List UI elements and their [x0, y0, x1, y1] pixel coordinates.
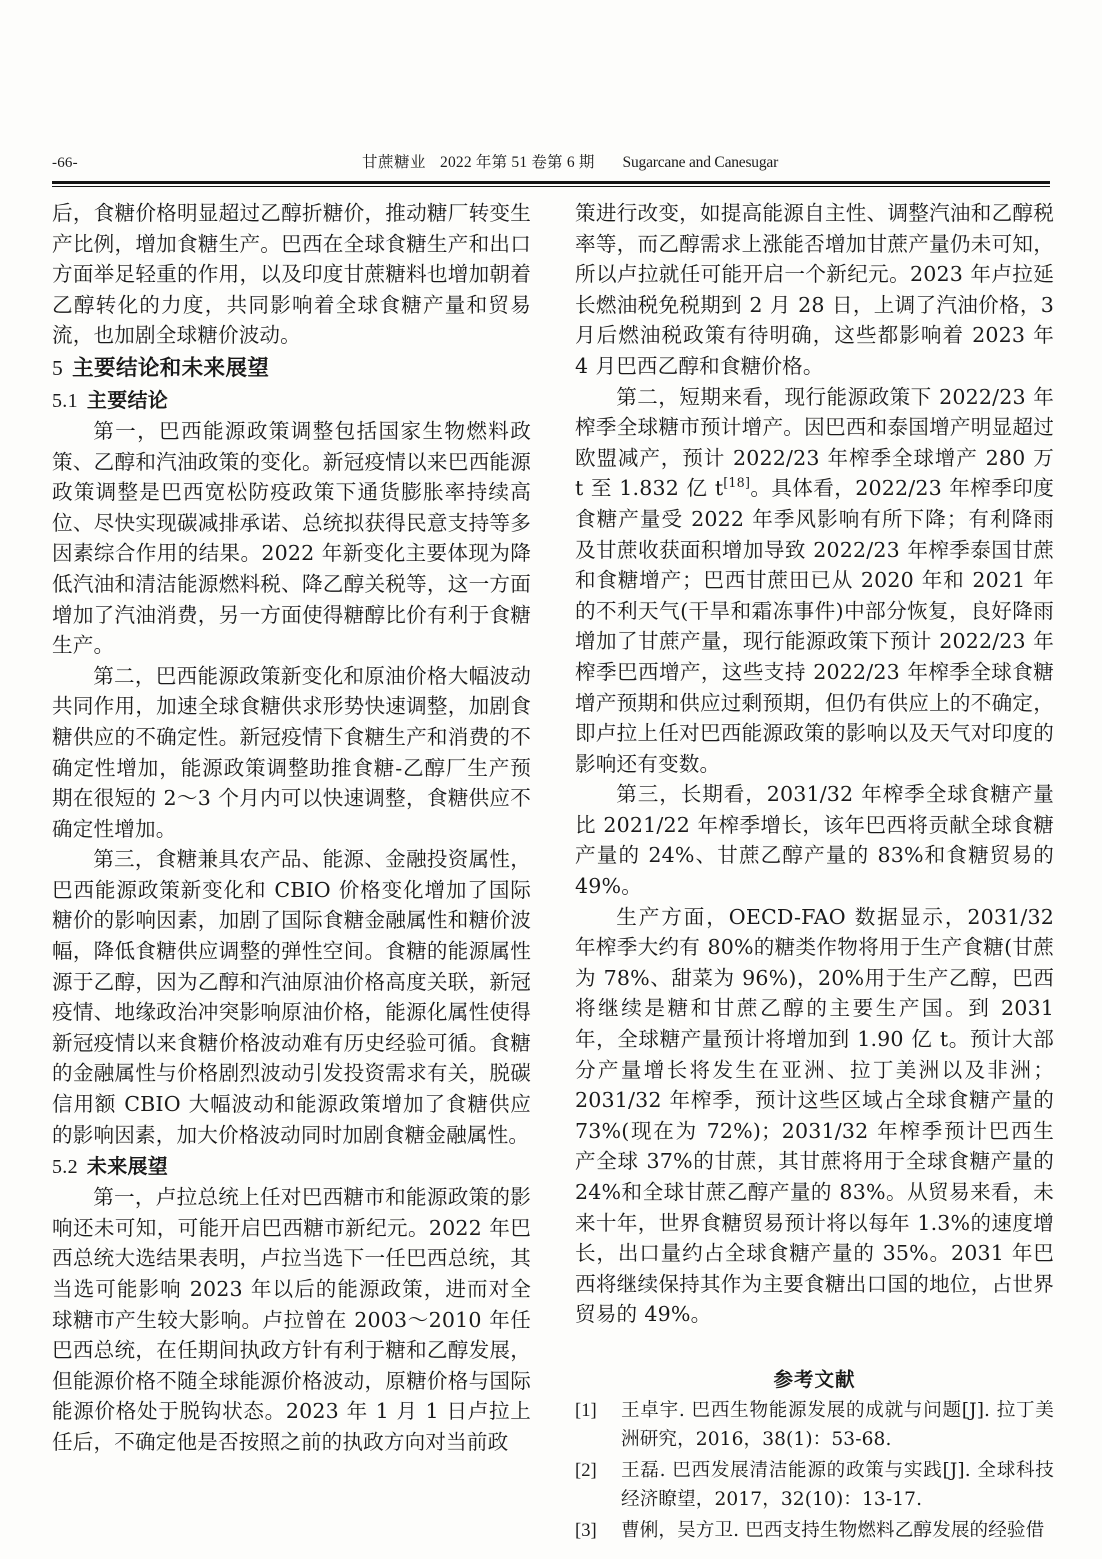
heading-section-5-number: 5 — [52, 355, 64, 380]
citation-ref-18: [18] — [723, 476, 751, 492]
heading-section-5-2-number: 5.2 — [52, 1156, 78, 1179]
reference-number: [3] — [575, 1519, 597, 1541]
reference-text: 王磊. 巴西发展清洁能源的政策与实践[J]. 全球科技经济瞭望，2017，32(10)：13-17. — [621, 1459, 1054, 1511]
heading-section-5-title: 主要结论和未来展望 — [72, 355, 270, 381]
left-column — [52, 198, 531, 1519]
heading-section-5-2 — [52, 1151, 531, 1182]
body-columns — [52, 198, 1054, 1541]
right-column — [575, 198, 1054, 1541]
heading-section-5-1-number: 5.1 — [52, 389, 78, 412]
reference-item — [575, 1456, 1054, 1515]
paragraph-continued-left: 后，食糖价格明显超过乙醇折糖价，推动糖厂转变生产比例，增加食糖生产。巴西在全球食糖生产和出口方面举足轻重的作用，以及印度甘蔗糖料也增加朝着乙醇转化的力度，共同影响着全球食糖产量和贸易流，也加剧全球糖价波动。 — [52, 201, 531, 348]
paragraph-outlook-2-part-b: 。具体看，2022/23 年榨季印度食糖产量受 2022 年季风影响有所下降；有利降雨及甘蔗收获面积增加导致 2022/23 年榨季泰国甘蔗和食糖增产；巴西甘蔗田已从 2020 年和 2021 年的不利天气(干旱和霜冻事件)中部分恢复，良好降雨增加了甘蔗产量，现行能源政策下预计 2022/23 年榨季巴西增产，这些支持 2022/23 年榨季全球食糖增产预期和供应过剩预期，但仍有供应上的不确定，即卢拉上任对巴西能源政策的影响以及天气对印度的影响还有变数。 — [575, 476, 1054, 776]
running-head-center — [172, 150, 1050, 172]
paragraph-outlook-1: 第一，卢拉总统上任对巴西糖市和能源政策的影响还未可知，可能开启巴西糖市新纪元。2022 年巴西总统大选结果表明，卢拉当选下一任巴西总统，其当选可能影响 2023 年以后的能源政策，进而对全球糖市产生较大影响。卢拉曾在 2003～2010 年任巴西总统，在任期间执政方针有利于糖和乙醇发展，但能源价格不随全球能源价格波动，原糖价格与国际能源价格处于脱钩状态。2023 年 1 月 1 日卢拉上任后，不确定他是否按照之前的执政方向对当前政 — [52, 1185, 531, 1454]
header-rule-thin — [52, 186, 1050, 187]
paragraph-conclusion-2: 第二，巴西能源政策新变化和原油价格大幅波动共同作用，加速全球食糖供求形势快速调整，加剧食糖供应的不确定性。新冠疫情下食糖生产和消费的不确定性增加，能源政策调整助推食糖-乙醇厂生产预期在很短的 2～3 个月内可以快速调整，食糖供应不确定性增加。 — [52, 663, 531, 841]
reference-number: [2] — [575, 1459, 597, 1481]
reference-item — [575, 1516, 1054, 1546]
references-heading: 参考文献 — [773, 1367, 856, 1391]
running-head — [52, 150, 1050, 176]
paragraph-conclusion-1: 第一，巴西能源政策调整包括国家生物燃料政策、乙醇和汽油政策的变化。新冠疫情以来巴西能源政策调整是巴西宽松防疫政策下通货膨胀率持续高位、尽快实现碳减排承诺、总统拟获得民意支持等多因素综合作用的结果。2022 年新变化主要体现为降低汽油和清洁能源燃料税、降乙醇关税等，这一方面增加了汽油消费，另一方面使得糖醇比价有利于食糖生产。 — [52, 418, 531, 658]
paragraph-conclusion-3: 第三，食糖兼具农产品、能源、金融投资属性，巴西能源政策新变化和 CBIO 价格变化增加了国际糖价的影响因素，加剧了国际食糖金融属性和糖价波幅，降低食糖供应调整的弹性空间。食糖的能源属性源于乙醇，因为乙醇和汽油原油价格高度关联，新冠疫情、地缘政治冲突影响原油价格，能源化属性使得新冠疫情以来食糖价格波动难有历史经验可循。食糖的金融属性与价格剧烈波动引发投资需求有关，脱碳信用额 CBIO 大幅波动和能源政策增加了食糖供应的影响因素，加大价格波动同时加剧食糖金融属性。 — [52, 847, 531, 1147]
paragraph-outlook-3: 第三，长期看，2031/32 年榨季全球食糖产量比 2021/22 年榨季增长，该年巴西将贡献全球食糖产量的 24%、甘蔗乙醇产量的 83%和食糖贸易的 49%。 — [575, 782, 1054, 899]
heading-section-5-2-title: 未来展望 — [86, 1154, 169, 1179]
heading-section-5-1 — [52, 385, 531, 416]
paragraph-outlook-2-part-a: 第二，短期来看，现行能源政策下 2022/23 年榨季全球糖市预计增产。因巴西和泰国增产明显超过欧盟减产，预计 2022/23 年榨季全球增产 280 万 t 至 1.832 亿 t — [575, 384, 1054, 501]
reference-item — [575, 1396, 1054, 1455]
heading-section-5-1-title: 主要结论 — [86, 387, 169, 412]
reference-text: 王卓宇. 巴西生物能源发展的成就与问题[J]. 拉丁美洲研究，2016，38(1)：53-68. — [621, 1399, 1054, 1451]
journal-title-cn: 甘蔗糖业 — [362, 153, 427, 171]
page-number: -66- — [52, 155, 78, 171]
journal-title-en: Sugarcane and Canesugar — [622, 154, 779, 171]
paragraph-outlook-2 — [575, 382, 1054, 780]
header-rule — [52, 181, 1050, 187]
reference-number: [1] — [575, 1399, 597, 1421]
heading-section-5 — [52, 353, 531, 384]
paragraph-outlook-4: 生产方面，OECD-FAO 数据显示，2031/32 年榨季大约有 80%的糖类作物将用于生产食糖(甘蔗为 78%、甜菜为 96%)，20%用于生产乙醇，巴西将继续是糖和甘蔗乙醇的主要生产国。到 2031 年，全球糖产量预计将增加到 1.90 亿 t。预计大部分产量增长将发生在亚洲、拉丁美洲以及非洲；2031/32 年榨季，预计这些区域占全球食糖产量的 73%(现在为 72%)；2031/32 年榨季预计巴西生产全球 37%的甘蔗，其甘蔗将用于全球食糖产量的 24%和全球甘蔗乙醇产量的 83%。从贸易来看，未来十年，世界食糖贸易预计将以每年 1.3%的速度增长，出口量约占全球食糖产量的 35%。2031 年巴西将继续保持其作为主要食糖出口国的地位，占世界贸易的 49%。 — [575, 904, 1054, 1327]
journal-issue: 2022 年第 51 卷第 6 期 — [440, 154, 595, 171]
reference-text: 曹俐，吴方卫. 巴西支持生物燃料乙醇发展的经验借 — [621, 1519, 1045, 1541]
paragraph-continued-right: 策进行改变，如提高能源自主性、调整汽油和乙醇税率等，而乙醇需求上涨能否增加甘蔗产量仍未可知，所以卢拉就任可能开启一个新纪元。2023 年卢拉延长燃油税免税期到 2 月 28 日，上调了汽油价格，3 月后燃油税政策有待明确，这些都影响着 2023 年 4 月巴西乙醇和食糖价格。 — [575, 201, 1054, 378]
